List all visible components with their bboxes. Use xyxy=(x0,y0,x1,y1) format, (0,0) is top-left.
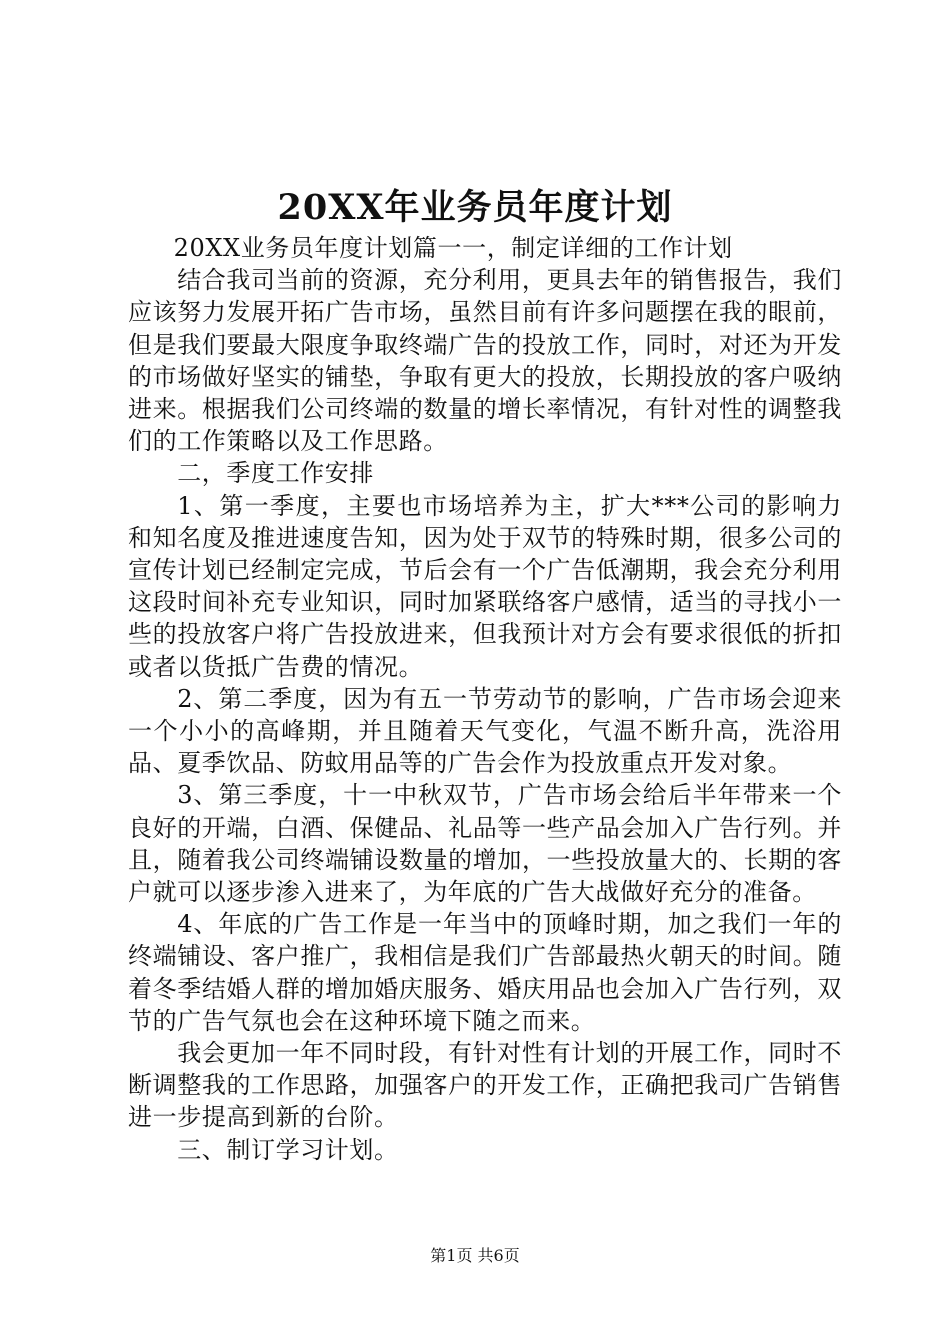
paragraph-quarter-three: 3、第三季度，十一中秋双节，广告市场会给后半年带来一个良好的开端，白酒、保健品、礼品等一些产品会加入广告行列。并且，随着我公司终端铺设数量的增加，一些投放量大的、长期的客户就可以逐步渗入进来了，为年底的广告大战做好充分的准备。 xyxy=(128,781,842,907)
paragraph-section-three-heading: 三、制订学习计划。 xyxy=(177,1135,399,1164)
paragraph-summary: 我会更加一年不同时段，有针对性有计划的开展工作，同时不断调整我的工作思路，加强客户的开发工作，正确把我司广告销售进一步提高到新的台阶。 xyxy=(128,1039,842,1132)
document-title: 20XX年业务员年度计划 xyxy=(277,187,673,228)
paragraph-quarter-two: 2、第二季度，因为有五一节劳动节的影响，广告市场会迎来一个小小的高峰期，并且随着天气变化，气温不断升高，洗浴用品、夏季饮品、防蚊用品等的广告会作为投放重点开发对象。 xyxy=(128,684,842,778)
document-body xyxy=(128,232,842,1166)
paragraph-quarter-one: 1、第一季度，主要也市场培养为主，扩大***公司的影响力和知名度及推进速度告知，因为处于双节的特殊时期，很多公司的宣传计划已经制定完成，节后会有一个广告低潮期，我会充分利用这段时间补充专业知识，同时加紧联络客户感情，适当的寻找小一些的投放客户将广告投放进来，但我预计对方会有要求很低的折扣或者以货抵广告费的情况。 xyxy=(128,491,842,681)
paragraph-section-two-heading: 二，季度工作安排 xyxy=(177,459,374,488)
paragraph-plan-detail: 结合我司当前的资源，充分利用，更具去年的销售报告，我们应该努力发展开拓广告市场，虽然目前有许多问题摆在我的眼前，但是我们要最大限度争取终端广告的投放工作，同时，对还为开发的市场做好坚实的铺垫，争取有更大的投放，长期投放的客户吸纳进来。根据我们公司终端的数量的增长率情况，有针对性的调整我们的工作策略以及工作思路。 xyxy=(128,266,842,456)
paragraph-intro-heading: 20XX业务员年度计划篇一一，制定详细的工作计划 xyxy=(173,234,733,262)
page-footer: 第1页 共6页 xyxy=(430,1246,520,1265)
paragraph-year-end: 4、年底的广告工作是一年当中的顶峰时期，加之我们一年的终端铺设、客户推广，我相信是我们广告部最热火朝天的时间。随着冬季结婚人群的增加婚庆服务、婚庆用品也会加入广告行列，双节的广告气氛也会在这种环境下随之而来。 xyxy=(128,910,842,1035)
